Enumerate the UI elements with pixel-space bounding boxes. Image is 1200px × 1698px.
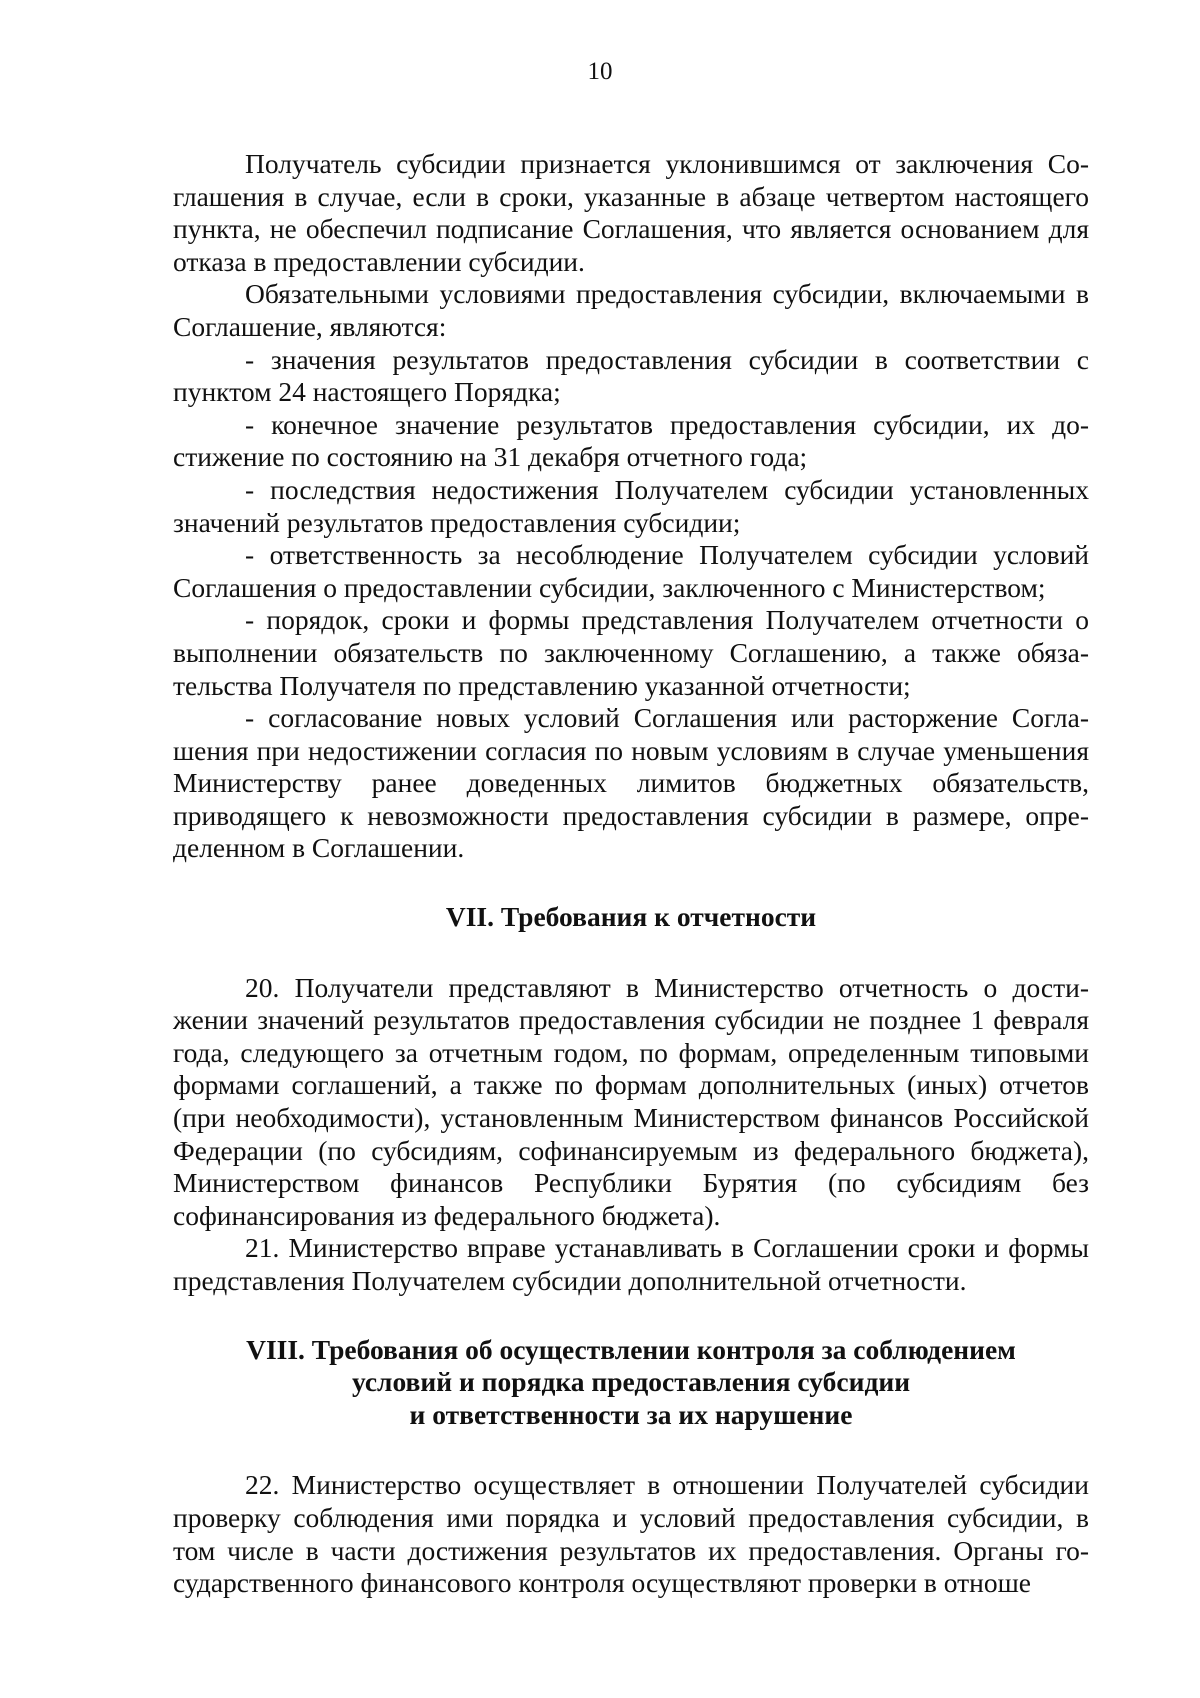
list-item: - порядок, сроки и формы представления Получателем отчетности о выполнении обязательств по заключенному Соглашению, а также обязательства Получателя по представлению указанной отчетности; [173,604,1089,701]
paragraph: Получатель субсидии признается уклонившимся от заключения Соглашения в случае, если в сроки, указанные в абзаце четвертом настоящего пункта, не обеспечил подписание Соглашения, что является основанием для отказа в предоставлении субсидии. [173,148,1089,277]
list-item: - последствия недостижения Получателем субсидии установленных значений результатов предоставления субсидии; [173,473,1089,538]
section-heading-8-line: и ответственности за их нарушение [409,1398,853,1430]
page-number: 10 [587,58,613,85]
list-item: - согласование новых условий Соглашения или расторжение Соглашения при недостижении согласия по новым условиям в случае уменьшения Министерству ранее доведенных лимитов бюджетных обязательств, приводящего к невозможности предоставления субсидии в размере, определенном в Соглашении. [173,702,1089,864]
paragraph: 22. Министерство осуществляет в отношении Получателей субсидии проверку соблюдения ими порядка и условий предоставления субсидии, в том числе в части достижения результатов их предоставления. Органы государственного финансового контроля осуществляют проверки в отноше [173,1469,1089,1599]
list-item: - значения результатов предоставления субсидии в соответствии с пунктом 24 настоящего Порядка; [173,343,1089,408]
section-heading-8-line: VIII. Требования об осуществлении контроля за соблюдением [246,1333,1016,1365]
section-heading-8-line: условий и порядка предоставления субсидии [351,1366,911,1398]
list-item: - ответственность за несоблюдение Получателем субсидии условий Соглашения о предоставлении субсидии, заключенного с Министерством; [173,539,1089,603]
paragraph: Обязательными условиями предоставления субсидии, включаемыми в Соглашение, являются: [173,278,1089,342]
paragraph: 20. Получатели представляют в Министерство отчетность о достижении значений результатов предоставления субсидии не позднее 1 февраля года, следующего за отчетным годом, по формам, определенным типовыми формами соглашений, а также по формам дополнительных (иных) отчетов (при необходимости), установленным Министерством финансов Российской Федерации (по субсидиям, софинансируемым из федерального бюджета), Министерством финансов Республики Бурятия (по субсидиям без софинансирования из федерального бюджета). [173,971,1089,1231]
paragraph: 21. Министерство вправе устанавливать в Соглашении сроки и формы представления Получателем субсидии дополнительной отчетности. [173,1232,1089,1296]
list-item: - конечное значение результатов предоставления субсидии, их достижение по состоянию на 31 декабря отчетного года; [173,408,1089,473]
section-heading-7: VII. Требования к отчетности [445,901,817,933]
document-body [173,148,1089,1600]
